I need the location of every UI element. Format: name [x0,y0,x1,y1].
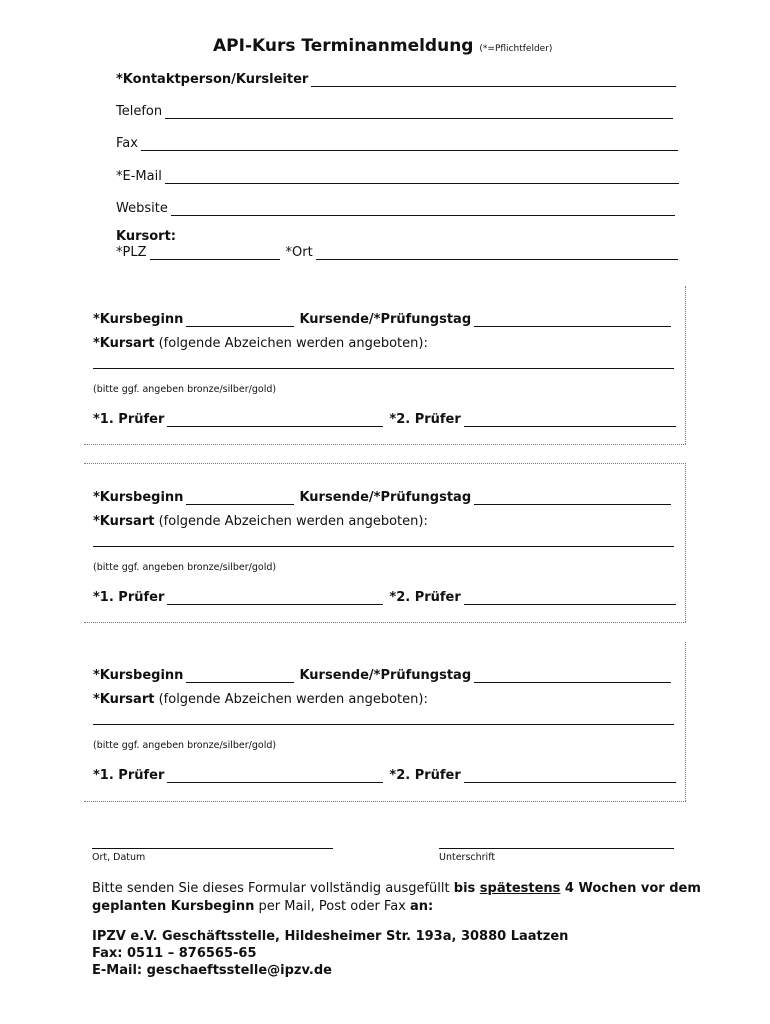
phone-label: Telefon [116,104,163,119]
badge-hint: (bitte ggf. angeben bronze/silber/gold) [93,384,277,395]
instructions [92,880,701,916]
contact-person-row [116,72,676,87]
location-heading: Kursort: [116,229,177,244]
examiner-2-label: *2. Prüfer [389,590,461,605]
examiner-1-label: *1. Prüfer [93,412,165,427]
address-fax: Fax: 0511 – 876565-65 [92,946,257,961]
contact-person-label: *Kontaktperson/Kursleiter [116,72,309,87]
page-title [213,36,552,56]
course-type-field[interactable] [93,724,674,725]
block-3-border-bottom [84,801,686,802]
phone-field[interactable] [165,106,673,119]
instructions-text-7: an: [410,899,434,914]
examiner-1-field[interactable] [167,414,383,427]
website-label: Website [116,201,168,216]
fax-row [116,136,678,151]
course-type-row [93,336,428,351]
website-field[interactable] [171,203,675,216]
course-type-field[interactable] [93,546,674,547]
examiner-2-field[interactable] [464,592,676,605]
course-type-field[interactable] [93,368,674,369]
course-dates-row [93,490,671,505]
course-type-label: *Kursart [93,514,155,529]
instructions-line-2 [92,898,701,916]
instructions-text-4: 4 Wochen vor dem [560,881,701,896]
block-2-border-top [84,463,686,464]
instructions-text-5: geplanten Kursbeginn [92,899,255,914]
place-date-label: Ort, Datum [92,852,146,863]
address-line-1: IPZV e.V. Geschäftsstelle, Hildesheimer Str. 193a, 30880 Laatzen [92,929,569,944]
instructions-line-1 [92,880,701,898]
place-date-field[interactable] [92,848,333,849]
course-dates-row [93,668,671,683]
course-type-hint: (folgende Abzeichen werden angeboten): [158,514,428,529]
contact-person-field[interactable] [311,74,676,87]
signature-label: Unterschrift [439,852,496,863]
examiner-2-label: *2. Prüfer [389,412,461,427]
instructions-text-1: Bitte senden Sie dieses Formular vollständig ausgefüllt [92,881,454,896]
block-3-border-right [685,642,686,801]
course-start-field[interactable] [186,492,294,505]
city-label: *Ort [285,245,313,260]
examiner-2-field[interactable] [464,414,676,427]
instructions-text-6: per Mail, Post oder Fax [254,899,410,914]
course-end-label: Kursende/*Prüfungstag [299,312,472,327]
course-type-hint: (folgende Abzeichen werden angeboten): [158,336,428,351]
address-email: E-Mail: geschaeftsstelle@ipzv.de [92,963,332,978]
examiner-2-label: *2. Prüfer [389,768,461,783]
title-text: API-Kurs Terminanmeldung [213,36,474,56]
email-field[interactable] [165,171,679,184]
course-type-label: *Kursart [93,336,155,351]
instructions-deadline: spätestens [479,881,561,896]
course-end-field[interactable] [474,670,671,683]
website-row [116,201,675,216]
block-1-border-bottom [84,444,686,445]
phone-row [116,104,673,119]
block-2-border-right [685,463,686,622]
badge-hint: (bitte ggf. angeben bronze/silber/gold) [93,562,277,573]
required-note: (*=Pflichtfelder) [479,44,553,54]
fax-label: Fax [116,136,138,151]
fax-field[interactable] [141,138,678,151]
location-row [116,245,678,260]
course-start-label: *Kursbeginn [93,668,184,683]
course-dates-row [93,312,671,327]
course-start-label: *Kursbeginn [93,490,184,505]
examiners-row [93,412,676,427]
block-2-border-bottom [84,622,686,623]
examiner-1-field[interactable] [167,592,383,605]
city-field[interactable] [316,247,678,260]
examiner-1-field[interactable] [167,770,383,783]
course-type-hint: (folgende Abzeichen werden angeboten): [158,692,428,707]
badge-hint: (bitte ggf. angeben bronze/silber/gold) [93,740,277,751]
examiners-row [93,768,676,783]
office-address [92,928,568,979]
email-row [116,169,679,184]
course-type-label: *Kursart [93,692,155,707]
examiners-row [93,590,676,605]
course-end-field[interactable] [474,492,671,505]
course-end-field[interactable] [474,314,671,327]
signature-field[interactable] [439,848,674,849]
email-label: *E-Mail [116,169,162,184]
course-type-row [93,514,428,529]
examiner-2-field[interactable] [464,770,676,783]
instructions-text-2: bis [453,881,480,896]
block-1-border-right [685,286,686,444]
zip-label: *PLZ [116,245,147,260]
course-type-row [93,692,428,707]
course-start-label: *Kursbeginn [93,312,184,327]
course-end-label: Kursende/*Prüfungstag [299,668,472,683]
course-start-field[interactable] [186,314,294,327]
course-start-field[interactable] [186,670,294,683]
course-end-label: Kursende/*Prüfungstag [299,490,472,505]
examiner-1-label: *1. Prüfer [93,590,165,605]
zip-field[interactable] [150,247,280,260]
examiner-1-label: *1. Prüfer [93,768,165,783]
